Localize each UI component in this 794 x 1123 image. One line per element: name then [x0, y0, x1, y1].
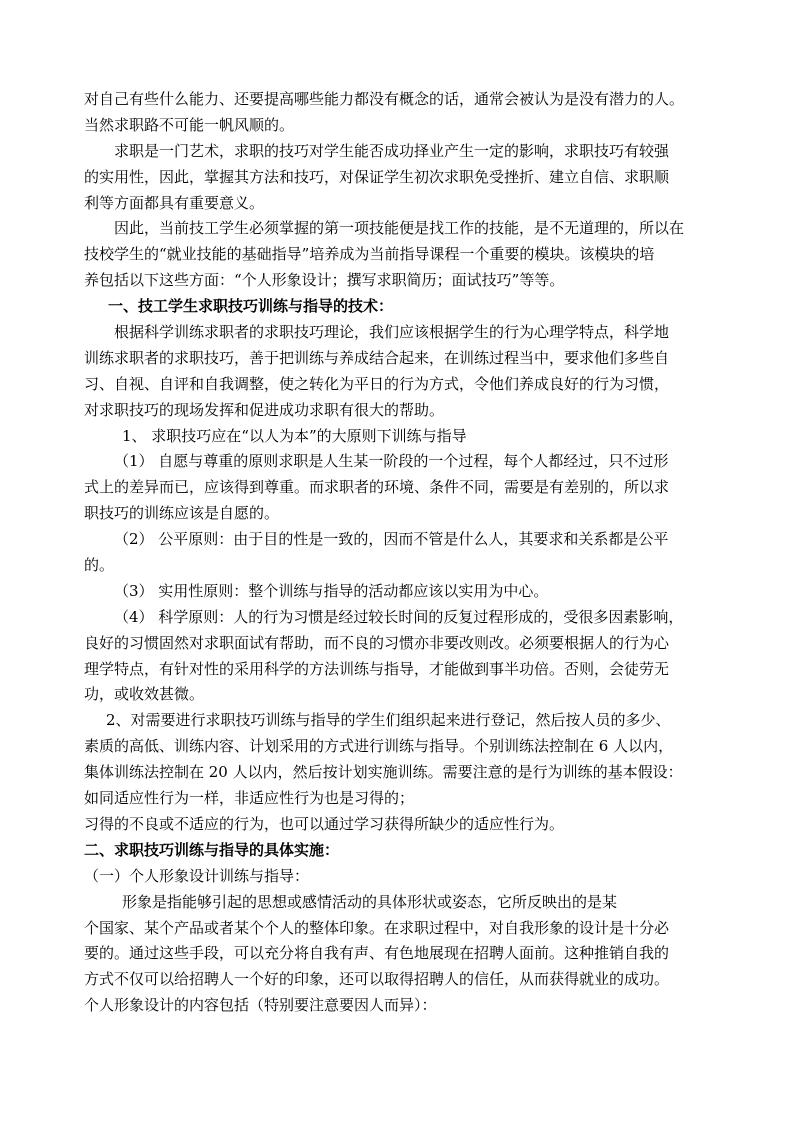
text-line: 养包括以下这些方面：“个人形象设计；撰写求职简历；面试技巧”等等。	[84, 271, 565, 290]
text-line: 因此，当前技工学生必须掌握的第一项技能便是找工作的技能，是不无道理的，所以在	[114, 219, 685, 238]
text-line: 技校学生的“就业技能的基础指导”培养成为当前指导课程一个重要的模块。该模块的培	[84, 245, 655, 264]
text-line: 形象是指能够引起的思想或感情活动的具体形状或姿态，它所反映出的是某	[122, 892, 618, 911]
text-line: （1） 自愿与尊重的原则求职是人生某一阶段的一个过程，每个人都经过，只不过形	[114, 452, 669, 471]
text-line: 的实用性，因此，掌握其方法和技巧，对保证学生初次求职免受挫折、建立自信、求职顺	[84, 167, 670, 186]
text-line: （2） 公平原则：由于目的性是一致的，因而不管是什么人，其要求和关系都是公平	[114, 530, 669, 549]
text-line: 个人形象设计的内容包括（特别要注意要因人而异）：	[84, 996, 437, 1015]
section-heading: 二、求职技巧训练与指导的具体实施：	[84, 840, 340, 859]
text-line: （一）个人形象设计训练与指导：	[84, 866, 310, 885]
text-line: 职技巧的训练应该是自愿的。	[84, 504, 280, 523]
text-line: 习得的不良或不适应的行为，也可以通过学习获得所缺少的适应性行为。	[84, 814, 565, 833]
text-line: 训练求职者的求职技巧，善于把训练与养成结合起来，在训练过程当中，要求他们多些自	[84, 348, 670, 367]
text-line: 要的。通过这些手段，可以充分将自我有声、有色地展现在招聘人面前。这种推销自我的	[84, 944, 670, 963]
text-line: 良好的习惯固然对求职面试有帮助，而不良的习惯亦非要改则改。必须要根据人的行为心	[84, 633, 670, 652]
text-line: 如同适应性行为一样，非适应性行为也是习得的；	[84, 789, 415, 808]
text-line: 个国家、某个产品或者某个个人的整体印象。在求职过程中，对自我形象的设计是十分必	[84, 918, 670, 937]
text-line: 式上的差异而已，应该得到尊重。而求职者的环境、条件不同，需要是有差别的，所以求	[84, 478, 670, 497]
text-line: 理学特点，有针对性的采用科学的方法训练与指导，才能做到事半功倍。否则，会徒劳无	[84, 659, 670, 678]
text-line: 方式不仅可以给招聘人一个好的印象，还可以取得招聘人的信任，从而获得就业的成功。	[84, 970, 670, 989]
text-line: 当然求职路不可能一帆风顺的。	[84, 115, 295, 134]
text-line: 对自己有些什么能力、还要提高哪些能力都没有概念的话，通常会被认为是没有潜力的人。	[84, 90, 685, 108]
text-line: （4） 科学原则：人的行为习惯是经过较长时间的反复过程形成的，受很多因素影响，	[114, 607, 684, 626]
text-line: 的。	[84, 556, 115, 575]
document-page	[84, 87, 714, 1019]
text-line: 利等方面都具有重要意义。	[84, 193, 265, 212]
text-line: 习、自视、自评和自我调整，使之转化为平日的行为方式，令他们养成良好的行为习惯，	[84, 374, 670, 393]
section-heading: 一、技工学生求职技巧训练与指导的技术：	[108, 297, 394, 316]
text-line: 求职是一门艺术，求职的技巧对学生能否成功择业产生一定的影响，求职技巧有较强	[114, 141, 670, 160]
text-line: 根据科学训练求职者的求职技巧理论，我们应该根据学生的行为心理学特点，科学地	[114, 323, 670, 342]
text-line: 素质的高低、训练内容、计划采用的方式进行训练与指导。个别训练法控制在 6 人以内，	[84, 737, 674, 756]
text-line: （3） 实用性原则：整个训练与指导的活动都应该以实用为中心。	[114, 581, 549, 600]
text-line: 集体训练法控制在 20 人以内，然后按计划实施训练。需要注意的是行为训练的基本假设：	[84, 763, 683, 782]
text-line: 对求职技巧的现场发挥和促进成功求职有很大的帮助。	[84, 400, 445, 419]
text-line: 2、对需要进行求职技巧训练与指导的学生们组织起来进行登记，然后按人员的多少、	[106, 711, 671, 730]
text-line: 功，或收效甚微。	[84, 685, 205, 704]
text-line: 1、 求职技巧应在“以人为本”的大原则下训练与指导	[122, 426, 467, 445]
